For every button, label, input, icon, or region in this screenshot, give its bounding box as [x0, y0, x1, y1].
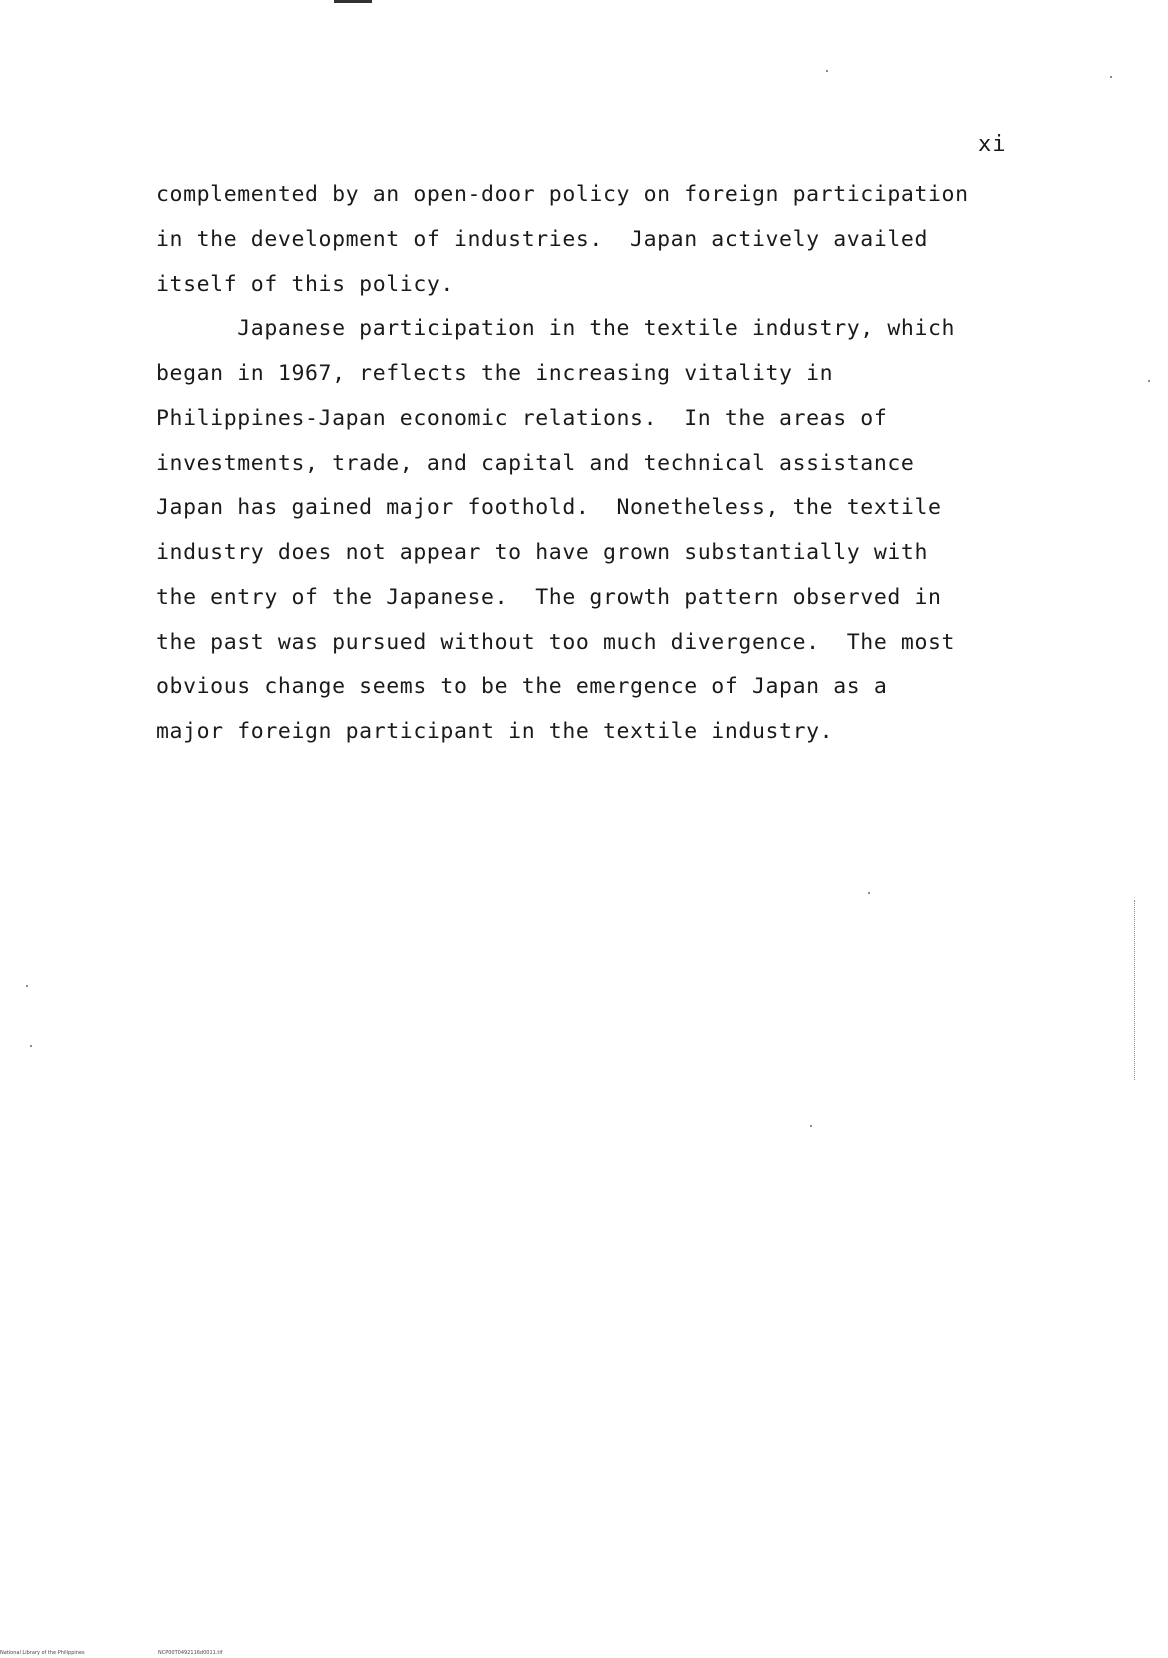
paragraph-2-line-8: the past was pursued without too much divergence. The most — [156, 630, 956, 655]
paragraph-2-line-9: obvious change seems to be the emergence of Japan as a — [156, 674, 888, 699]
scan-speck — [26, 985, 28, 987]
paragraph-2-line-7: the entry of the Japanese. The growth pattern observed in — [156, 585, 942, 610]
footer-library: National Library of the Philippines — [0, 1650, 85, 1656]
scan-speck — [868, 892, 870, 894]
scan-speck — [30, 1045, 32, 1047]
paragraph-1-line-1: complemented by an open-door policy on foreign participation — [156, 182, 969, 207]
paragraph-2-line-10: major foreign participant in the textile industry. — [156, 719, 834, 744]
scan-edge-strip — [1134, 900, 1137, 1080]
paragraph-2-line-2: began in 1967, reflects the increasing vitality in — [156, 361, 834, 386]
scan-speck — [826, 70, 828, 72]
scan-speck — [1110, 76, 1112, 78]
scan-speck — [1148, 380, 1150, 382]
footer-code: NCP00T0492116d0011.tif — [158, 1650, 223, 1656]
scan-speck — [810, 1125, 812, 1127]
scan-top-mark — [334, 0, 372, 3]
paragraph-2-line-4: investments, trade, and capital and technical assistance — [156, 451, 915, 476]
paragraph-1-line-2: in the development of industries. Japan actively availed — [156, 227, 929, 252]
paragraph-2-line-6: industry does not appear to have grown substantially with — [156, 540, 929, 565]
paragraph-2-line-1: Japanese participation in the textile industry, which — [156, 316, 956, 341]
page-number: xi — [978, 132, 1007, 157]
paragraph-2-line-5: Japan has gained major foothold. Nonetheless, the textile — [156, 495, 942, 520]
paragraph-2-line-3: Philippines-Japan economic relations. In the areas of — [156, 406, 888, 431]
paragraph-1-line-3: itself of this policy. — [156, 272, 454, 297]
